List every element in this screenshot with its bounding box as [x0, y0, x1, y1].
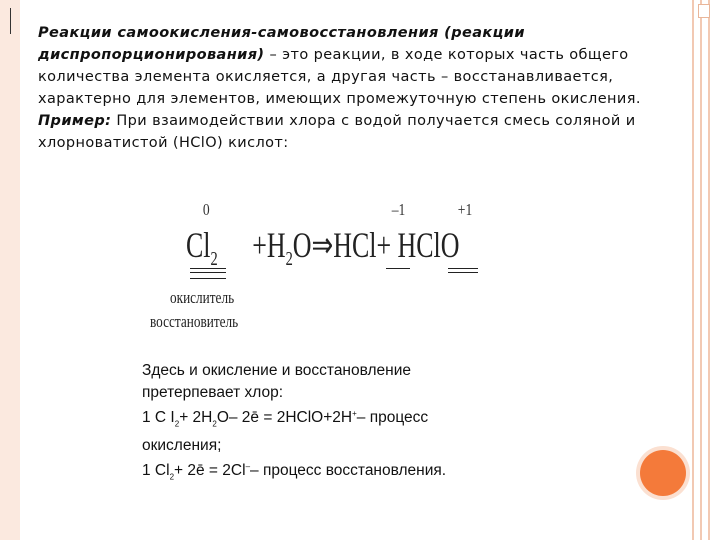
- note-line-5: [142, 456, 522, 488]
- right-top-box: [698, 4, 710, 18]
- note-line-1: Здесь и окисление и восстановление: [142, 362, 411, 379]
- cl2-double-underline: [190, 268, 226, 273]
- oxidation-state-hclo: +1: [457, 200, 473, 219]
- note-l5-sub: 2: [169, 472, 175, 482]
- formula-h2o-sub: 2: [285, 248, 293, 270]
- right-frame-lines: [692, 0, 714, 540]
- formula-cl-sub: 2: [210, 248, 218, 270]
- note-l3-part-e: O– 2ē = 2HClO+2H: [216, 409, 353, 427]
- example-text: При взаимодействии хлора с водой получается смесь соляной и хлорноватистой (HClO) кислот:: [38, 113, 636, 151]
- note-l3-part-a: 1 С I: [142, 409, 175, 427]
- hcl-underline: [386, 268, 410, 269]
- note-l3-sup: +: [352, 409, 357, 418]
- formula-plus-hclo: + HClO: [376, 225, 460, 265]
- note-l5-sup: –: [245, 462, 251, 472]
- note-l5-part-a: 1 Cl: [142, 462, 170, 480]
- note-line-3: [142, 403, 522, 435]
- note-l3-sub-1: 2: [174, 419, 180, 429]
- equation-line: [186, 224, 459, 271]
- explanation-note: [142, 360, 522, 488]
- note-l5-part-c: + 2ē = 2Cl: [174, 462, 246, 480]
- note-l3-part-g: – процесс: [356, 409, 429, 427]
- formula-cl: Cl: [186, 225, 211, 265]
- oxidation-state-cl2: 0: [202, 200, 210, 219]
- role-reducer: восстановитель: [150, 312, 239, 331]
- note-line-2: претерпевает хлор:: [142, 383, 284, 401]
- left-frame-border: [0, 0, 20, 540]
- left-tick-line: [10, 8, 11, 34]
- formula-plus-h: +H: [252, 225, 286, 265]
- example-label: Пример:: [38, 113, 112, 129]
- decorative-orange-circle: [640, 450, 686, 496]
- reaction-equation: [150, 196, 530, 336]
- formula-hcl: HCl: [333, 225, 377, 265]
- hclo-double-underline: [448, 268, 478, 273]
- note-l5-part-e: – процесс восстановления.: [250, 462, 447, 480]
- formula-o-arrow: O⇒: [292, 225, 334, 265]
- role-oxidizer: окислитель: [170, 288, 235, 307]
- note-l3-sub-2: 2: [212, 419, 217, 429]
- definition-paragraph: [38, 22, 648, 154]
- definition-term: Реакции самоокисления-самовосстановления (реакции диспропорционирования): [38, 25, 525, 63]
- note-line-4: окисления;: [142, 436, 222, 454]
- note-l3-part-c: + 2H: [179, 409, 213, 427]
- definition-text: – это реакции, в ходе которых часть общего количества элемента окисляется, а другая часть – восстанавливается, характерно для элементов, имеющих промежуточную степень окисления.: [38, 47, 641, 107]
- oxidation-state-hcl: –1: [391, 200, 406, 219]
- cl2-third-underline: [190, 278, 226, 279]
